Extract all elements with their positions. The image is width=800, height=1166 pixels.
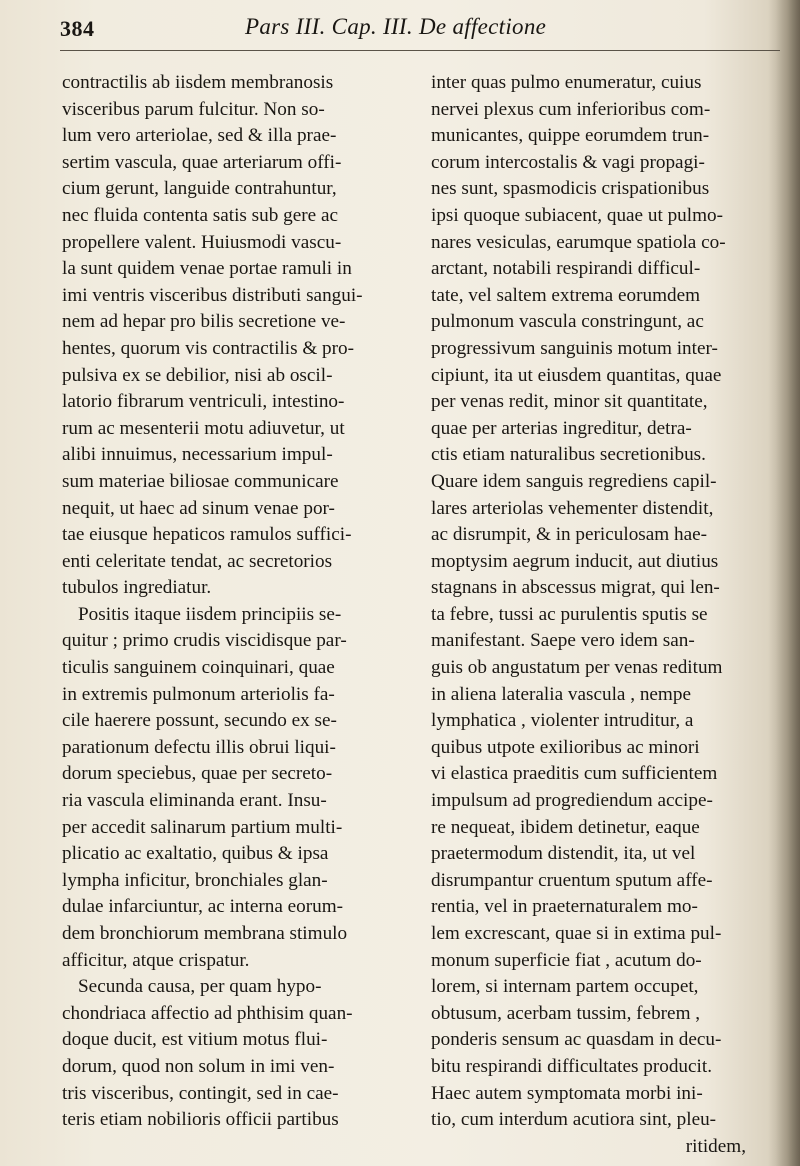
text-line: in extremis pulmonum arteriolis fa- [62, 683, 335, 705]
text-line: ac disrumpit, & in periculosam hae- [431, 524, 708, 546]
text-line: lem excrescant, quae si in extima pul- [431, 923, 722, 944]
page-header [60, 14, 780, 51]
text-line: obtusum, acerbam tussim, febrem , [431, 1002, 701, 1024]
text-line: inter quas pulmo enumeratur, cuius [431, 72, 702, 93]
text-line: corum intercostalis & vagi propagi- [431, 151, 705, 173]
text-line: propellere valent. Huiusmodi vascu- [62, 231, 342, 253]
text-line: manifestant. Saepe vero idem san- [431, 630, 695, 652]
text-line: doque ducit, est vitium motus flui- [62, 1029, 328, 1051]
text-line: rum ac mesenterii motu adiuvetur, ut [62, 417, 345, 439]
text-line: cipiunt, ita ut eiusdem quantitas, quae [431, 364, 722, 386]
text-line: lympha inficitur, bronchiales glan- [62, 869, 328, 891]
text-line: lares arteriolas vehementer distendit, [431, 497, 714, 519]
text-line: tris visceribus, contingit, sed in cae- [62, 1082, 339, 1104]
text-line: Haec autem symptomata morbi ini- [431, 1082, 703, 1104]
text-line: arctant, notabili respirandi difficul- [431, 258, 701, 280]
text-line: afficitur, atque crispatur. [62, 949, 250, 971]
text-line: dulae infarciuntur, ac interna eorum- [62, 896, 344, 918]
text-line: monum superficie fiat , acutum do- [431, 949, 702, 971]
text-line: ta febre, tussi ac purulentis sputis se [431, 603, 708, 625]
text-line: rentia, vel in praeternaturalem mo- [431, 896, 698, 918]
text-line: disrumpantur cruentum sputum affe- [431, 869, 713, 891]
text-line: in aliena lateralia vascula , nempe [431, 683, 691, 705]
text-line: guis ob angustatum per venas reditum [431, 657, 723, 679]
text-line: lum vero arteriolae, sed & illa prae- [62, 125, 337, 147]
text-line: latorio fibrarum ventriculi, intestino- [62, 391, 345, 413]
text-line: sum materiae biliosae communicare [62, 470, 339, 492]
text-line: tio, cum interdum acutiora sint, pleu- [431, 1109, 717, 1131]
text-line: ria vascula eliminanda erant. Insu- [62, 790, 327, 812]
text-line: quae per arterias ingreditur, detra- [431, 417, 692, 439]
right-text-column [431, 70, 776, 1160]
text-line: nec fluida contenta satis sub gere ac [62, 204, 338, 226]
text-line: enti celeritate tendat, ac secretorios [62, 550, 333, 572]
text-line: ctis etiam naturalibus secretionibus. [431, 444, 706, 466]
text-line: pulmonum vascula constringunt, ac [431, 311, 704, 333]
text-line: Positis itaque iisdem principiis se- [78, 603, 342, 625]
text-line: la sunt quidem venae portae ramuli in [62, 258, 352, 280]
text-line: progressivum sanguinis motum inter- [431, 337, 718, 359]
text-line: per accedit salinarum partium multi- [62, 816, 343, 838]
text-line: quibus utpote exilioribus ac minori [431, 736, 700, 758]
text-line: bitu respirandi difficultates producit. [431, 1055, 712, 1077]
text-line: teris etiam nobilioris officii partibus [62, 1109, 339, 1131]
text-line: ipsi quoque subiacent, quae ut pulmo- [431, 204, 724, 226]
text-line: vi elastica praeditis cum sufficientem [431, 763, 718, 785]
text-line: municantes, quippe eorumdem trun- [431, 125, 710, 147]
text-line: nequit, ut haec ad sinum venae por- [62, 497, 335, 519]
text-line: lymphatica , violenter intruditur, a [431, 710, 694, 732]
text-line: nares vesiculas, earumque spatiola co- [431, 231, 726, 253]
text-line: alibi innuimus, necessarium impul- [62, 444, 333, 466]
text-line: moptysim aegrum inducit, aut diutius [431, 550, 719, 572]
text-line: cile haerere possunt, secundo ex se- [62, 710, 337, 732]
text-line: ritidem, [685, 1135, 746, 1157]
text-line: pulsiva ex se debilior, nisi ab oscil- [62, 364, 333, 386]
text-line: tate, vel saltem extrema eorumdem [431, 284, 701, 306]
text-line: dorum, quod non solum in imi ven- [62, 1055, 335, 1077]
text-line: Quare idem sanguis regrediens capil- [431, 470, 717, 492]
text-line: dem bronchiorum membrana stimulo [62, 923, 348, 944]
text-line: tubulos ingrediatur. [62, 577, 212, 599]
text-line: tae eiusque hepaticos ramulos suffici- [62, 524, 352, 546]
text-line: impulsum ad progrediendum accipe- [431, 790, 713, 812]
text-line: lorem, si internam partem occupet, [431, 976, 699, 998]
text-line: per venas redit, minor sit quantitate, [431, 391, 708, 413]
text-line: chondriaca affectio ad phthisim quan- [62, 1002, 353, 1024]
text-line: praetermodum distendit, ita, ut vel [431, 843, 696, 865]
text-line: contractilis ab iisdem membranosis [62, 72, 334, 93]
text-line: visceribus parum fulcitur. Non so- [62, 98, 325, 120]
text-line: cium gerunt, languide contrahuntur, [62, 178, 337, 200]
text-line: sertim vascula, quae arteriarum offi- [62, 151, 342, 173]
text-line: imi ventris visceribus distributi sangui- [62, 284, 363, 306]
text-line: parationum defectu illis obrui liqui- [62, 736, 336, 758]
text-line: plicatio ac exaltatio, quibus & ipsa [62, 843, 329, 865]
running-title: Pars III. Cap. III. De affectione [245, 14, 547, 39]
text-line: stagnans in abscessus migrat, qui len- [431, 577, 720, 599]
text-line: re nequeat, ibidem detinetur, eaque [431, 816, 700, 838]
text-line: dorum speciebus, quae per secreto- [62, 763, 333, 785]
text-line: nervei plexus cum inferioribus com- [431, 98, 711, 120]
text-line: quitur ; primo crudis viscidisque par- [62, 630, 347, 652]
page-number: 384 [60, 16, 95, 41]
text-line: hentes, quorum vis contractilis & pro- [62, 337, 355, 359]
text-line: Secunda causa, per quam hypo- [78, 976, 322, 998]
text-line: nem ad hepar pro bilis secretione ve- [62, 311, 346, 333]
text-line: nes sunt, spasmodicis crispationibus [431, 178, 710, 200]
text-line: ponderis sensum ac quasdam in decu- [431, 1029, 722, 1051]
text-line: ticulis sanguinem coinquinari, quae [62, 657, 335, 679]
left-text-column [62, 70, 402, 1134]
